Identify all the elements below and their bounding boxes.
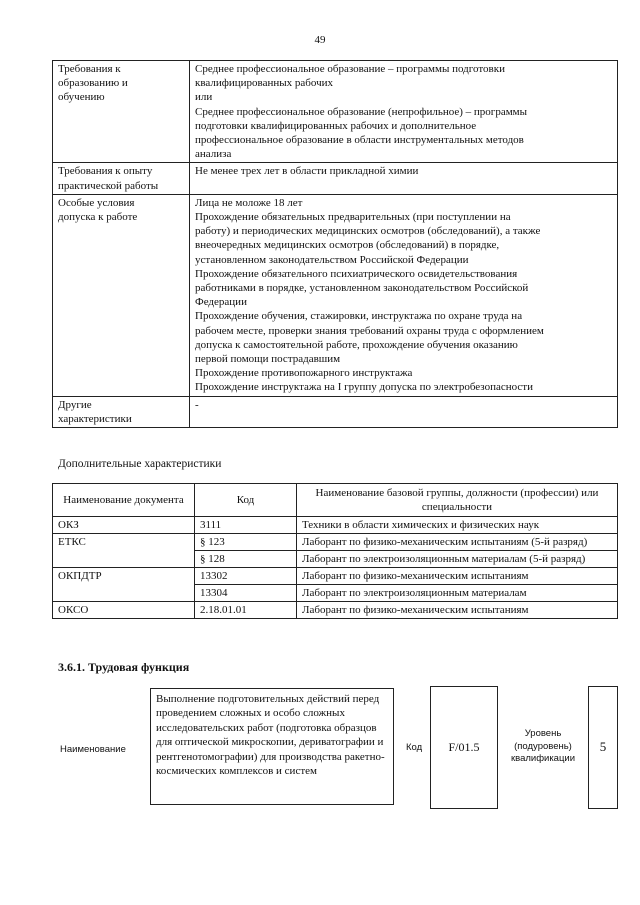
table-row — [53, 534, 618, 551]
code-cell: 13304 — [195, 585, 297, 602]
function-code-label: Код — [406, 742, 423, 753]
name-cell: Лаборант по физико-механическим испытаниям — [297, 568, 618, 585]
name-cell: Лаборант по электроизоляционным материалам (5-й разряд) — [297, 551, 618, 568]
name-cell: Техники в области химических и физических наук — [297, 517, 618, 534]
page-number: 49 — [314, 34, 326, 46]
requirement-label: Требования к опыту практической работы — [53, 163, 190, 194]
requirement-label: Другие характеристики — [53, 396, 190, 427]
name-cell: Лаборант по электроизоляционным материалам — [297, 585, 618, 602]
function-name-label: Наименование — [60, 744, 126, 755]
requirement-value: Среднее профессиональное образование – программы подготовки квалифицированных рабочих или Среднее профессиональное образование (непрофильное) – программы подготовки квалифицированных рабочих и дополнительное профессиональное образование в области инструментальных методов анализа — [190, 61, 618, 163]
code-cell: 3111 — [195, 517, 297, 534]
doc-cell: ЕТКС — [53, 534, 195, 568]
requirement-label: Особые условия допуска к работе — [53, 194, 190, 396]
code-cell: § 123 — [195, 534, 297, 551]
requirement-row — [53, 163, 618, 194]
code-cell: 13302 — [195, 568, 297, 585]
requirements-table — [52, 60, 618, 428]
name-cell: Лаборант по физико-механическим испытаниям (5-й разряд) — [297, 534, 618, 551]
requirement-value: - — [190, 396, 618, 427]
requirement-row — [53, 61, 618, 163]
header-code: Код — [195, 484, 297, 517]
doc-cell: ОКПДТР — [53, 568, 195, 602]
doc-cell: ОКСО — [53, 602, 195, 619]
additional-characteristics-title: Дополнительные характеристики — [58, 458, 222, 470]
requirement-value: Не менее трех лет в области прикладной химии — [190, 163, 618, 194]
header-name: Наименование базовой группы, должности (профессии) или специальности — [297, 484, 618, 517]
table-row — [53, 568, 618, 585]
header-document: Наименование документа — [53, 484, 195, 517]
requirement-row — [53, 396, 618, 427]
doc-cell: ОКЗ — [53, 517, 195, 534]
reference-header-row — [53, 484, 618, 517]
qualification-level-box: 5 — [588, 686, 618, 809]
table-row — [53, 602, 618, 619]
code-cell: 2.18.01.01 — [195, 602, 297, 619]
code-cell: § 128 — [195, 551, 297, 568]
reference-table — [52, 483, 618, 619]
function-name-box: Выполнение подготовительных действий перед проведением сложных и особо сложных исследовательских работ (подготовка образцов для оптической микроскопии, дериватографии и рентгенотомографии) для производства ракетно-космических комплексов и систем — [150, 688, 394, 805]
requirement-row — [53, 194, 618, 396]
labor-function-title: 3.6.1. Трудовая функция — [58, 660, 190, 674]
name-cell: Лаборант по физико-механическим испытаниям — [297, 602, 618, 619]
qualification-level-label: Уровень (подуровень) квалификации — [510, 728, 576, 764]
function-code-box: F/01.5 — [430, 686, 498, 809]
table-row — [53, 517, 618, 534]
requirement-value: Лица не моложе 18 лет Прохождение обязательных предварительных (при поступлении на работу) и периодических медицинских осмотров (обследований), а также внеочередных медицинских осмотров (обследований) в порядке, установленном законодательством Российской Федерации Прохождение обязательного психиатрического освидетельствования работниками в порядке, установленном законодательством Российской Федерации Прохождение обучения, стажировки, инструктажа по охране труда на рабочем месте, проверки знания требований охраны труда с оформлением допуска к самостоятельной работе, прохождение обучения оказанию первой помощи пострадавшим Прохождение противопожарного инструктажа Прохождение инструктажа на I группу допуска по электробезопасности — [190, 194, 618, 396]
requirement-label: Требования к образованию и обучению — [53, 61, 190, 163]
